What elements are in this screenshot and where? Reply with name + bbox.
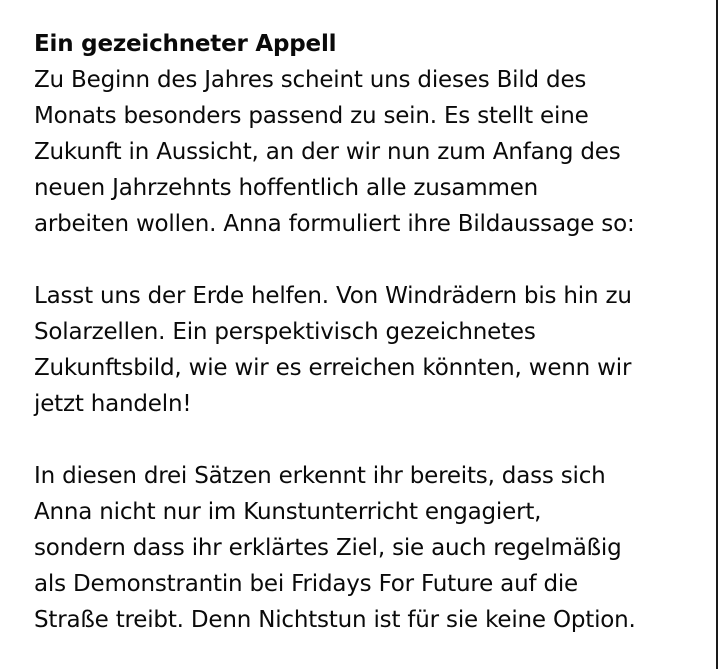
text-line: sondern dass ihr erklärtes Ziel, sie auch regelmäßig <box>34 535 622 561</box>
article-text-block <box>34 26 698 638</box>
text-line: Lasst uns der Erde helfen. Von Windrädern bis hin zu <box>34 283 632 309</box>
text-line: jetzt handeln! <box>34 391 192 417</box>
text-line: Anna nicht nur im Kunstunterricht engagiert, <box>34 499 542 525</box>
article-heading: Ein gezeichneter Appell <box>34 31 337 57</box>
text-line: als Demonstrantin bei Fridays For Future auf die <box>34 571 578 597</box>
paragraph-intro <box>34 62 698 242</box>
paragraph-conclusion <box>34 458 698 638</box>
text-line: Monats besonders passend zu sein. Es stellt eine <box>34 103 589 129</box>
text-line: arbeiten wollen. Anna formuliert ihre Bildaussage so: <box>34 211 635 237</box>
text-line: In diesen drei Sätzen erkennt ihr bereits, dass sich <box>34 463 606 489</box>
text-line: neuen Jahrzehnts hoffentlich alle zusammen <box>34 175 539 201</box>
text-line: Zukunft in Aussicht, an der wir nun zum Anfang des <box>34 139 621 165</box>
text-line: Zukunftsbild, wie wir es erreichen könnten, wenn wir <box>34 355 632 381</box>
text-line: Zu Beginn des Jahres scheint uns dieses Bild des <box>34 67 587 93</box>
text-line: Solarzellen. Ein perspektivisch gezeichnetes <box>34 319 536 345</box>
text-line: Straße treibt. Denn Nichtstun ist für sie keine Option. <box>34 607 636 633</box>
paragraph-quote <box>34 278 698 422</box>
